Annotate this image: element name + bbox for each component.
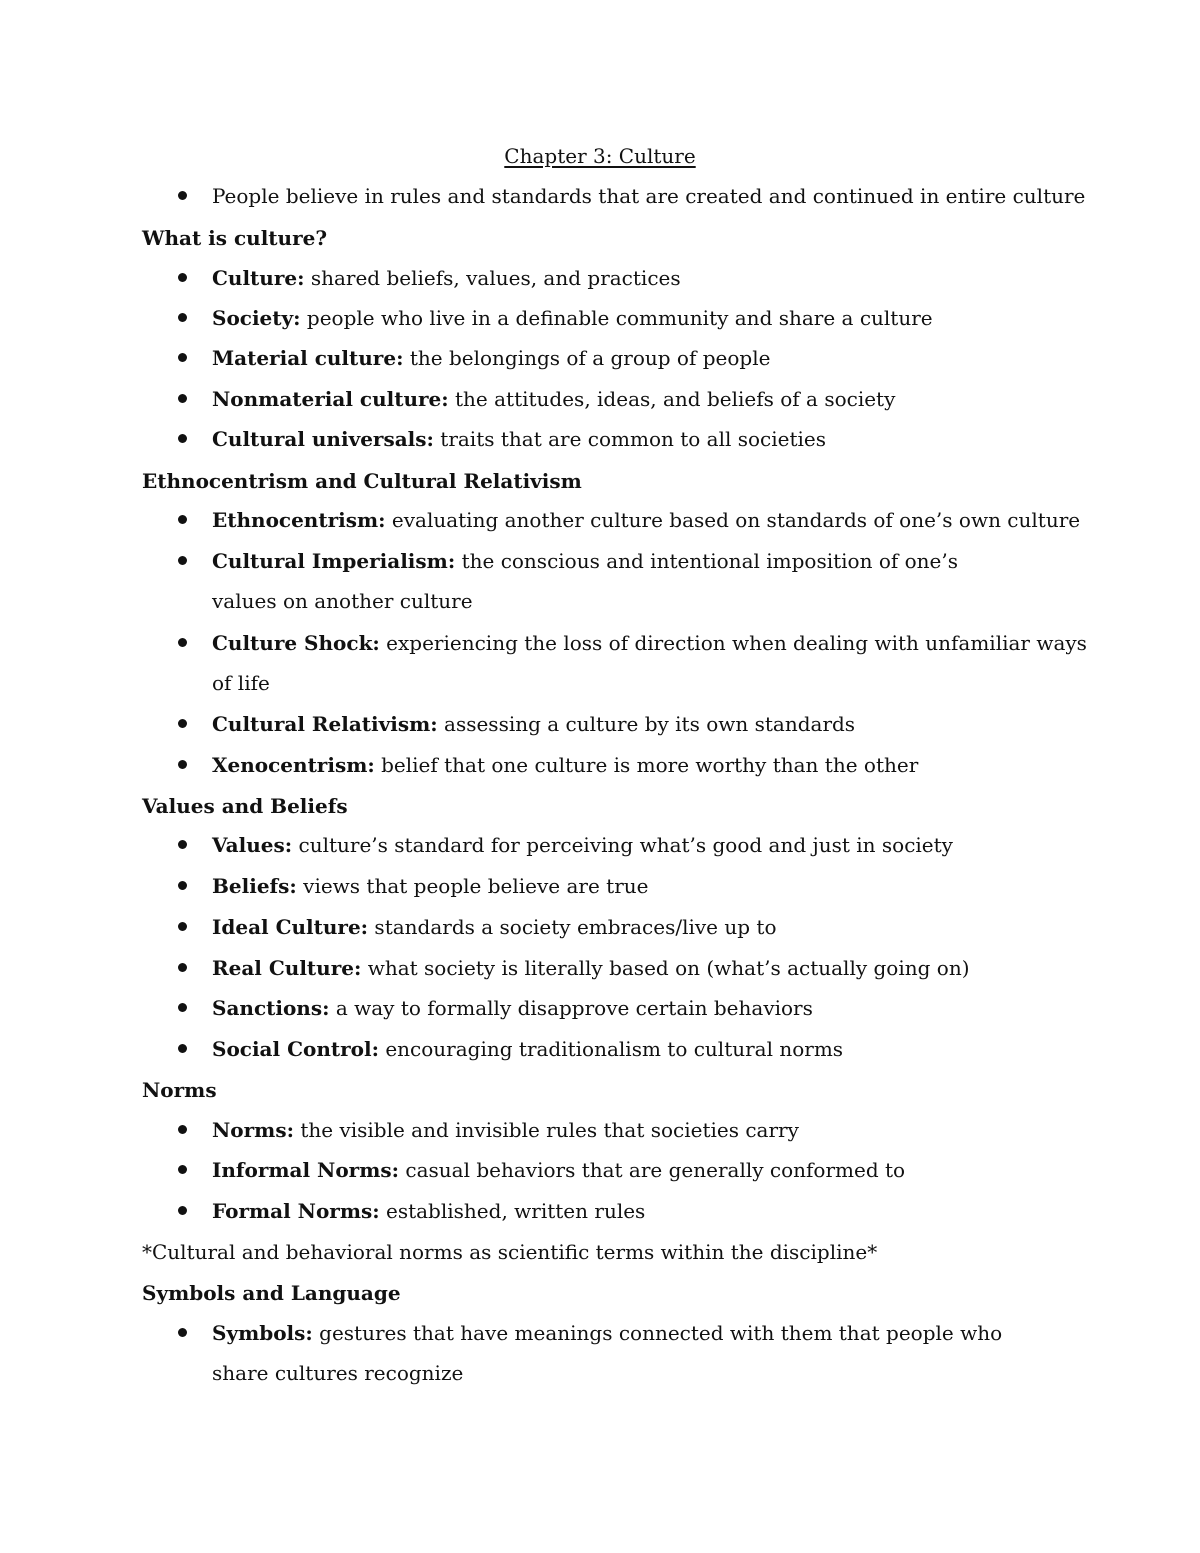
list-item — [212, 298, 1092, 338]
list-item — [212, 825, 1092, 865]
list-item — [212, 623, 1092, 703]
list-item — [212, 379, 1092, 419]
term: Cultural universals: — [212, 427, 434, 451]
term: Norms: — [212, 1118, 294, 1142]
term: Culture Shock: — [212, 631, 380, 655]
intro-bullet — [212, 176, 1092, 216]
bullet-icon — [178, 1328, 187, 1337]
term: Cultural Relativism: — [212, 712, 438, 736]
norms-note: *Cultural and behavioral norms as scientific terms within the discipline* — [142, 1240, 878, 1264]
term: Cultural Imperialism: — [212, 549, 456, 573]
list-item — [212, 1029, 1092, 1069]
definition: standards a society embraces/live up to — [368, 915, 777, 939]
term: Ethnocentrism: — [212, 508, 386, 532]
section-heading-symbols-language: Symbols and Language — [142, 1281, 401, 1305]
term: Symbols: — [212, 1321, 313, 1345]
list-item — [212, 866, 1092, 906]
list-item — [212, 1191, 1092, 1231]
list-item — [212, 419, 1092, 459]
bullet-icon — [178, 1165, 187, 1174]
term: Ideal Culture: — [212, 915, 369, 939]
bullet-icon — [178, 1044, 187, 1053]
intro-text: People believe in rules and standards that are created and continued in entire culture — [212, 184, 1086, 208]
definition: traits that are common to all societies — [433, 427, 827, 451]
list-item — [212, 704, 1092, 744]
definition: casual behaviors that are generally conformed to — [399, 1158, 906, 1182]
bullet-icon — [178, 191, 187, 200]
definition: the belongings of a group of people — [403, 346, 771, 370]
definition: the attitudes, ideas, and beliefs of a society — [448, 387, 896, 411]
section-heading-what-is-culture: What is culture? — [142, 226, 328, 250]
bullet-icon — [178, 273, 187, 282]
term: Formal Norms: — [212, 1199, 380, 1223]
bullet-icon — [178, 719, 187, 728]
definition: established, written rules — [379, 1199, 646, 1223]
bullet-icon — [178, 1003, 187, 1012]
bullet-icon — [178, 394, 187, 403]
term: Society: — [212, 306, 301, 330]
definition: views that people believe are true — [296, 874, 649, 898]
term: Nonmaterial culture: — [212, 387, 449, 411]
list-item — [212, 907, 1092, 947]
list-item — [212, 745, 1092, 785]
list-item — [212, 1110, 1092, 1150]
definition: belief that one culture is more worthy than the other — [374, 753, 919, 777]
definition: what society is literally based on (what’s actually going on) — [361, 956, 970, 980]
definition: the conscious and intentional imposition of one’s values on another culture — [212, 549, 959, 613]
definition: shared beliefs, values, and practices — [304, 266, 681, 290]
bullet-icon — [178, 556, 187, 565]
term: Values: — [212, 833, 293, 857]
definition: the visible and invisible rules that societies carry — [293, 1118, 799, 1142]
term: Sanctions: — [212, 996, 330, 1020]
bullet-icon — [178, 515, 187, 524]
section-heading-ethnocentrism: Ethnocentrism and Cultural Relativism — [142, 469, 582, 493]
term: Social Control: — [212, 1037, 379, 1061]
list-item — [212, 1313, 1012, 1393]
list-item — [212, 500, 1092, 540]
section-heading-values-beliefs: Values and Beliefs — [142, 794, 348, 818]
bullet-icon — [178, 840, 187, 849]
bullet-icon — [178, 353, 187, 362]
term: Informal Norms: — [212, 1158, 400, 1182]
definition: people who live in a definable community and share a culture — [300, 306, 933, 330]
list-item — [212, 948, 1092, 988]
list-item — [212, 988, 1092, 1028]
bullet-icon — [178, 760, 187, 769]
list-item — [212, 258, 1092, 298]
section-heading-norms: Norms — [142, 1078, 217, 1102]
bullet-icon — [178, 963, 187, 972]
bullet-icon — [178, 922, 187, 931]
list-item — [212, 541, 1012, 621]
bullet-icon — [178, 881, 187, 890]
definition: experiencing the loss of direction when dealing with unfamiliar ways of life — [212, 631, 1087, 695]
definition: culture’s standard for perceiving what’s good and just in society — [292, 833, 953, 857]
definition: encouraging traditionalism to cultural norms — [378, 1037, 844, 1061]
term: Real Culture: — [212, 956, 362, 980]
bullet-icon — [178, 434, 187, 443]
page-title: Chapter 3: Culture — [504, 144, 696, 168]
definition: evaluating another culture based on standards of one’s own culture — [385, 508, 1081, 532]
term: Beliefs: — [212, 874, 297, 898]
term: Material culture: — [212, 346, 404, 370]
term: Xenocentrism: — [212, 753, 375, 777]
definition: a way to formally disapprove certain behaviors — [329, 996, 813, 1020]
definition: assessing a culture by its own standards — [437, 712, 856, 736]
bullet-icon — [178, 638, 187, 647]
term: Culture: — [212, 266, 305, 290]
bullet-icon — [178, 313, 187, 322]
list-item — [212, 338, 1092, 378]
definition: gestures that have meanings connected with them that people who share cultures recognize — [212, 1321, 1003, 1385]
bullet-icon — [178, 1125, 187, 1134]
bullet-icon — [178, 1206, 187, 1215]
list-item — [212, 1150, 1092, 1190]
